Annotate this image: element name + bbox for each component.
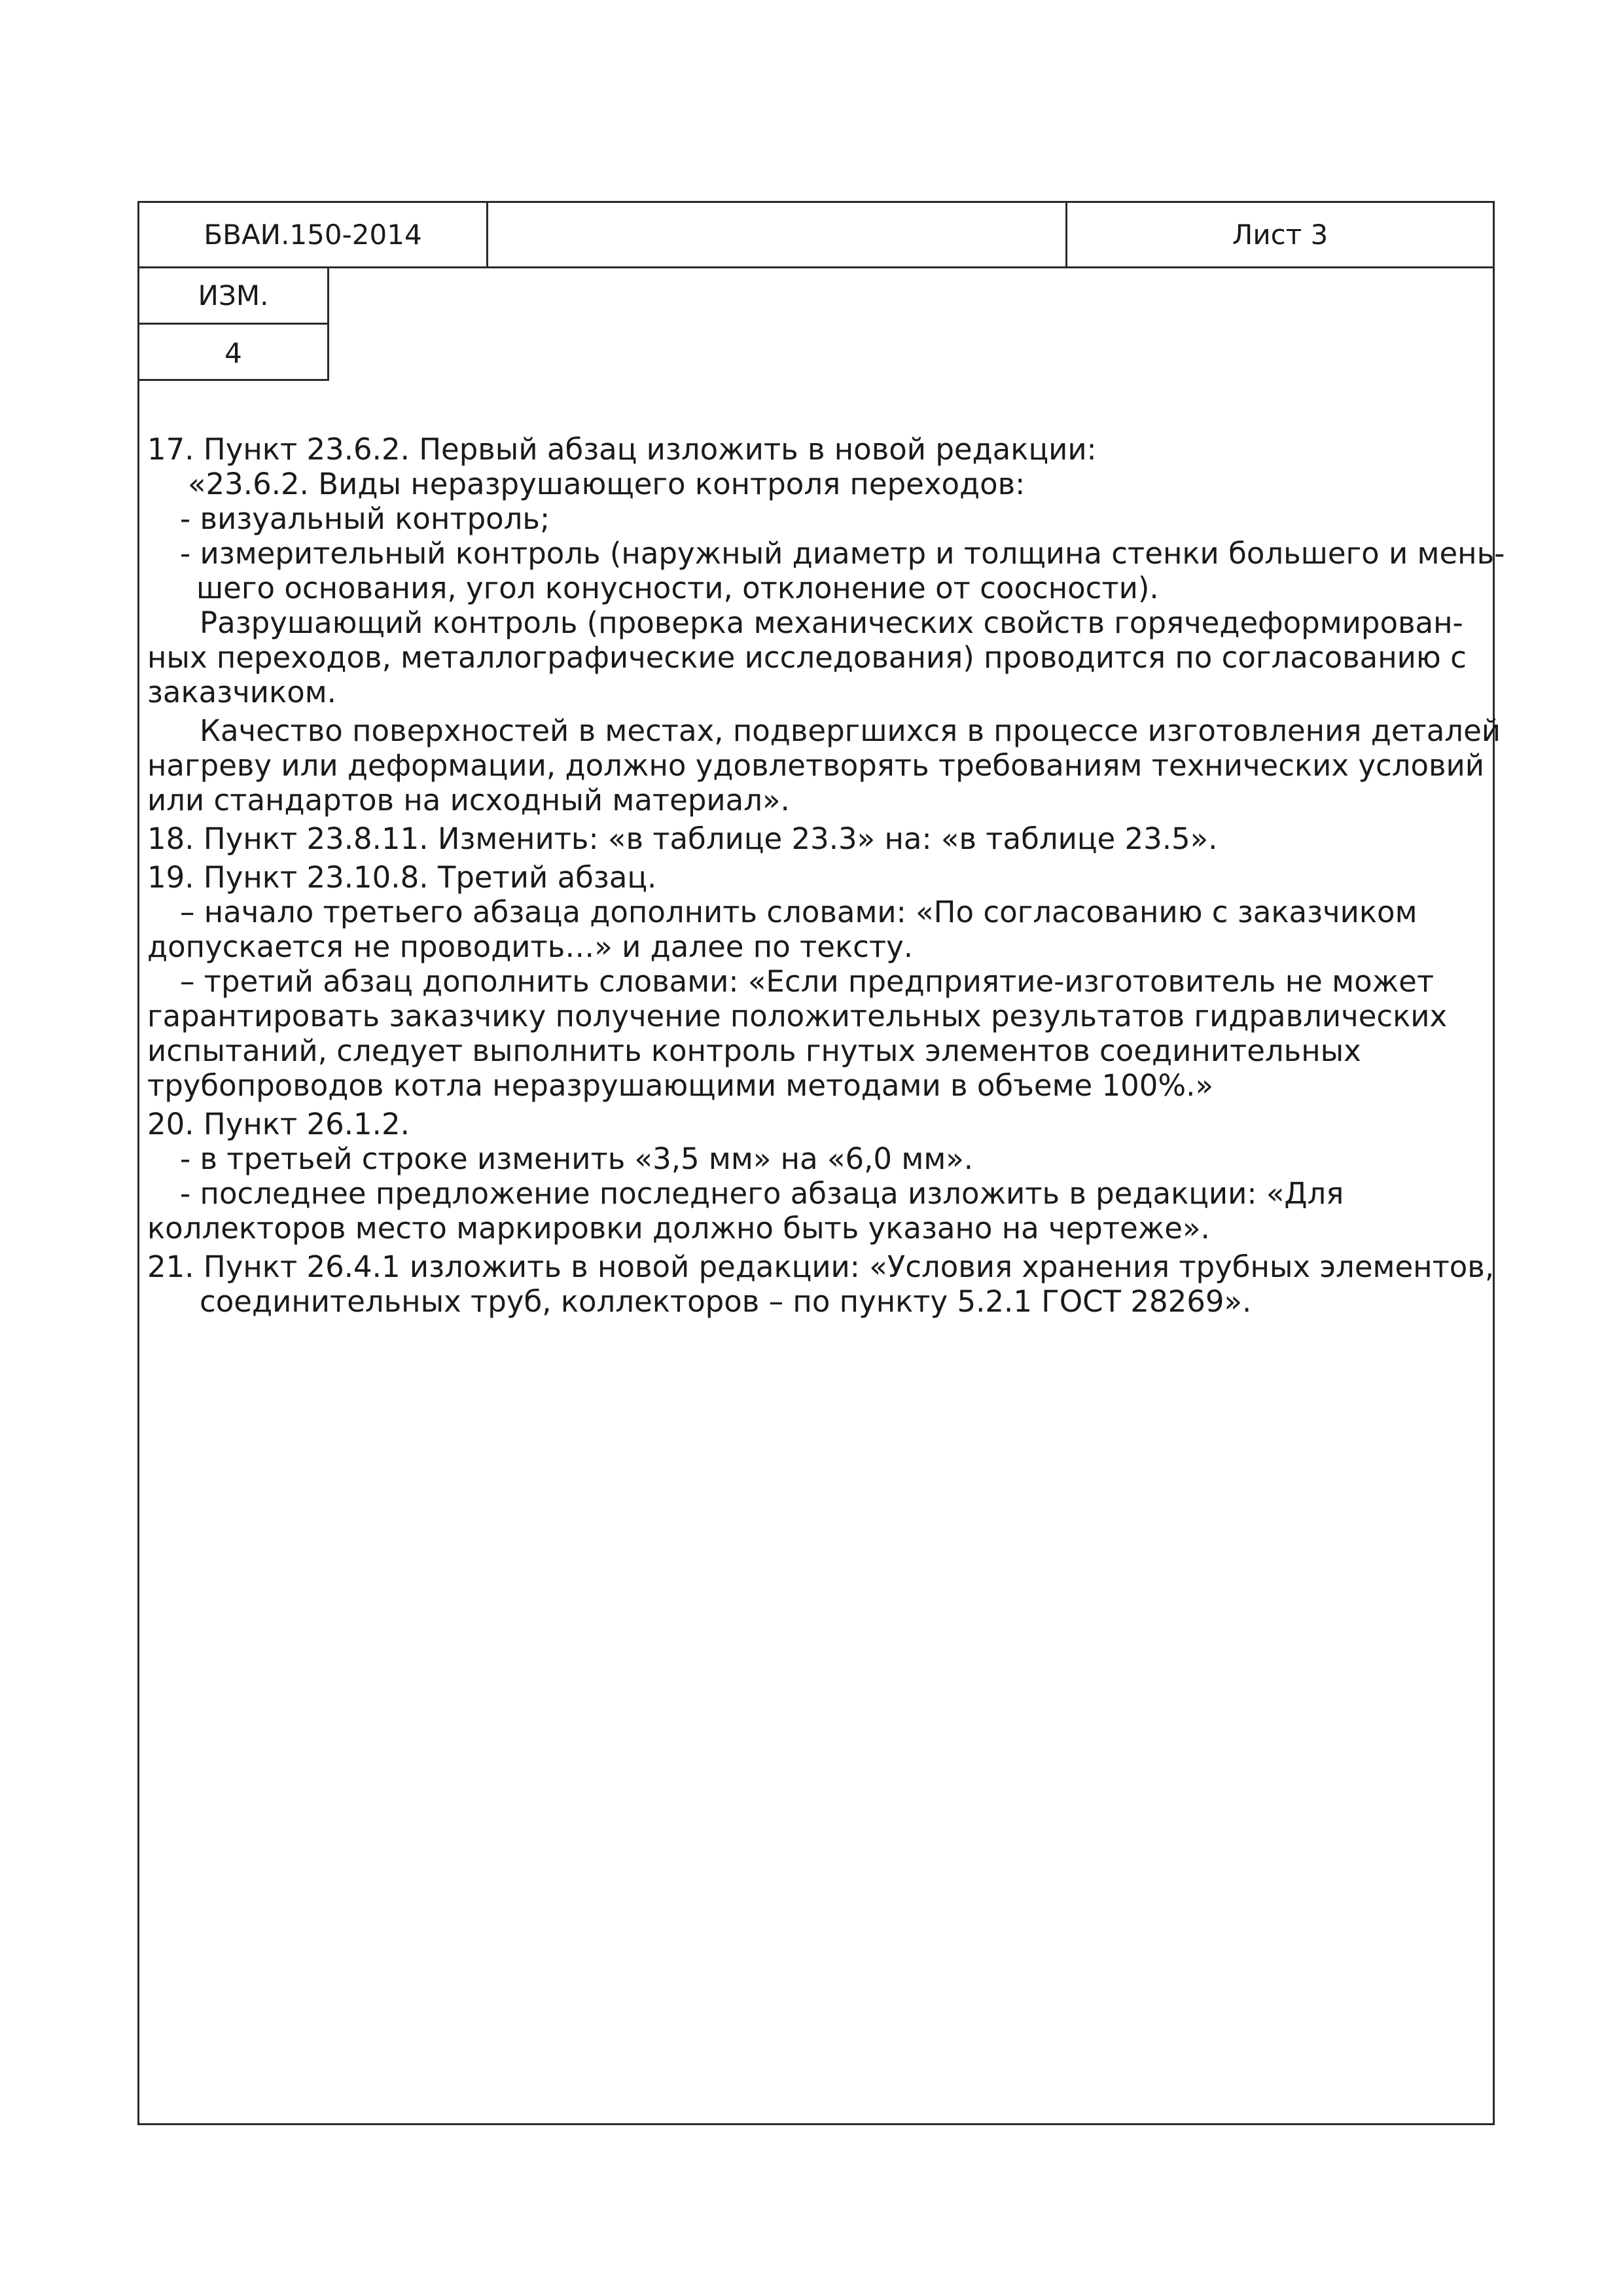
text-line: 19. Пункт 23.10.8. Третий абзац.	[147, 860, 657, 895]
text-line: 18. Пункт 23.8.11. Изменить: «в таблице 23.3» на: «в таблице 23.5».	[147, 821, 1218, 856]
text-line: 21. Пункт 26.4.1 изложить в новой редакции: «Условия хранения трубных элементов,	[147, 1249, 1495, 1284]
text-line: - измерительный контроль (наружный диаметр и толщина стенки большего и мень-	[180, 536, 1505, 571]
text-line: заказчиком.	[147, 675, 336, 709]
text-line: - последнее предложение последнего абзаца изложить в редакции: «Для	[180, 1176, 1344, 1211]
text-line: ных переходов, металлографические исследования) проводится по согласованию с	[147, 640, 1467, 675]
revision-label: ИЗМ.	[139, 268, 327, 325]
text-line: допускается не проводить…» и далее по тексту.	[147, 929, 914, 964]
doc-code: БВАИ.150-2014	[139, 203, 488, 266]
header-row	[139, 203, 1493, 268]
text-line: или стандартов на исходный материал».	[147, 783, 790, 817]
text-line: коллекторов место маркировки должно быть указано на чертеже».	[147, 1211, 1210, 1246]
text-line: Разрушающий контроль (проверка механических свойств горячедеформирован-	[200, 605, 1463, 640]
text-line: нагреву или деформации, должно удовлетворять требованиям технических условий	[147, 748, 1484, 783]
text-line: соединительных труб, коллекторов – по пункту 5.2.1 ГОСТ 28269».	[200, 1284, 1252, 1319]
text-line: «23.6.2. Виды неразрушающего контроля переходов:	[188, 467, 1026, 501]
text-line: 17. Пункт 23.6.2. Первый абзац изложить в новой редакции:	[147, 432, 1097, 467]
text-line: - в третьей строке изменить «3,5 мм» на «6,0 мм».	[180, 1141, 974, 1176]
text-line: Качество поверхностей в местах, подвергшихся в процессе изготовления деталей	[200, 713, 1501, 748]
text-line: шего основания, угол конусности, отклонение от соосности).	[196, 571, 1159, 605]
text-line: 20. Пункт 26.1.2.	[147, 1107, 410, 1141]
text-line: – третий абзац дополнить словами: «Если предприятие-изготовитель не может	[180, 964, 1435, 999]
text-line: гарантировать заказчику получение положительных результатов гидравлических	[147, 999, 1448, 1033]
text-line: испытаний, следует выполнить контроль гнутых элементов соединительных	[147, 1033, 1361, 1068]
text-line: трубопроводов котла неразрушающими методами в объеме 100%.»	[147, 1068, 1214, 1103]
header-middle-cell	[488, 203, 1067, 266]
text-line: – начало третьего абзаца дополнить словами: «По согласованию с заказчиком	[180, 895, 1418, 929]
document-body	[147, 432, 1505, 1319]
page-frame	[137, 201, 1505, 2125]
sheet-number: Лист 3	[1232, 219, 1329, 251]
revision-number: 4	[224, 336, 242, 369]
revision-box	[139, 268, 329, 381]
text-line: - визуальный контроль;	[180, 501, 550, 536]
